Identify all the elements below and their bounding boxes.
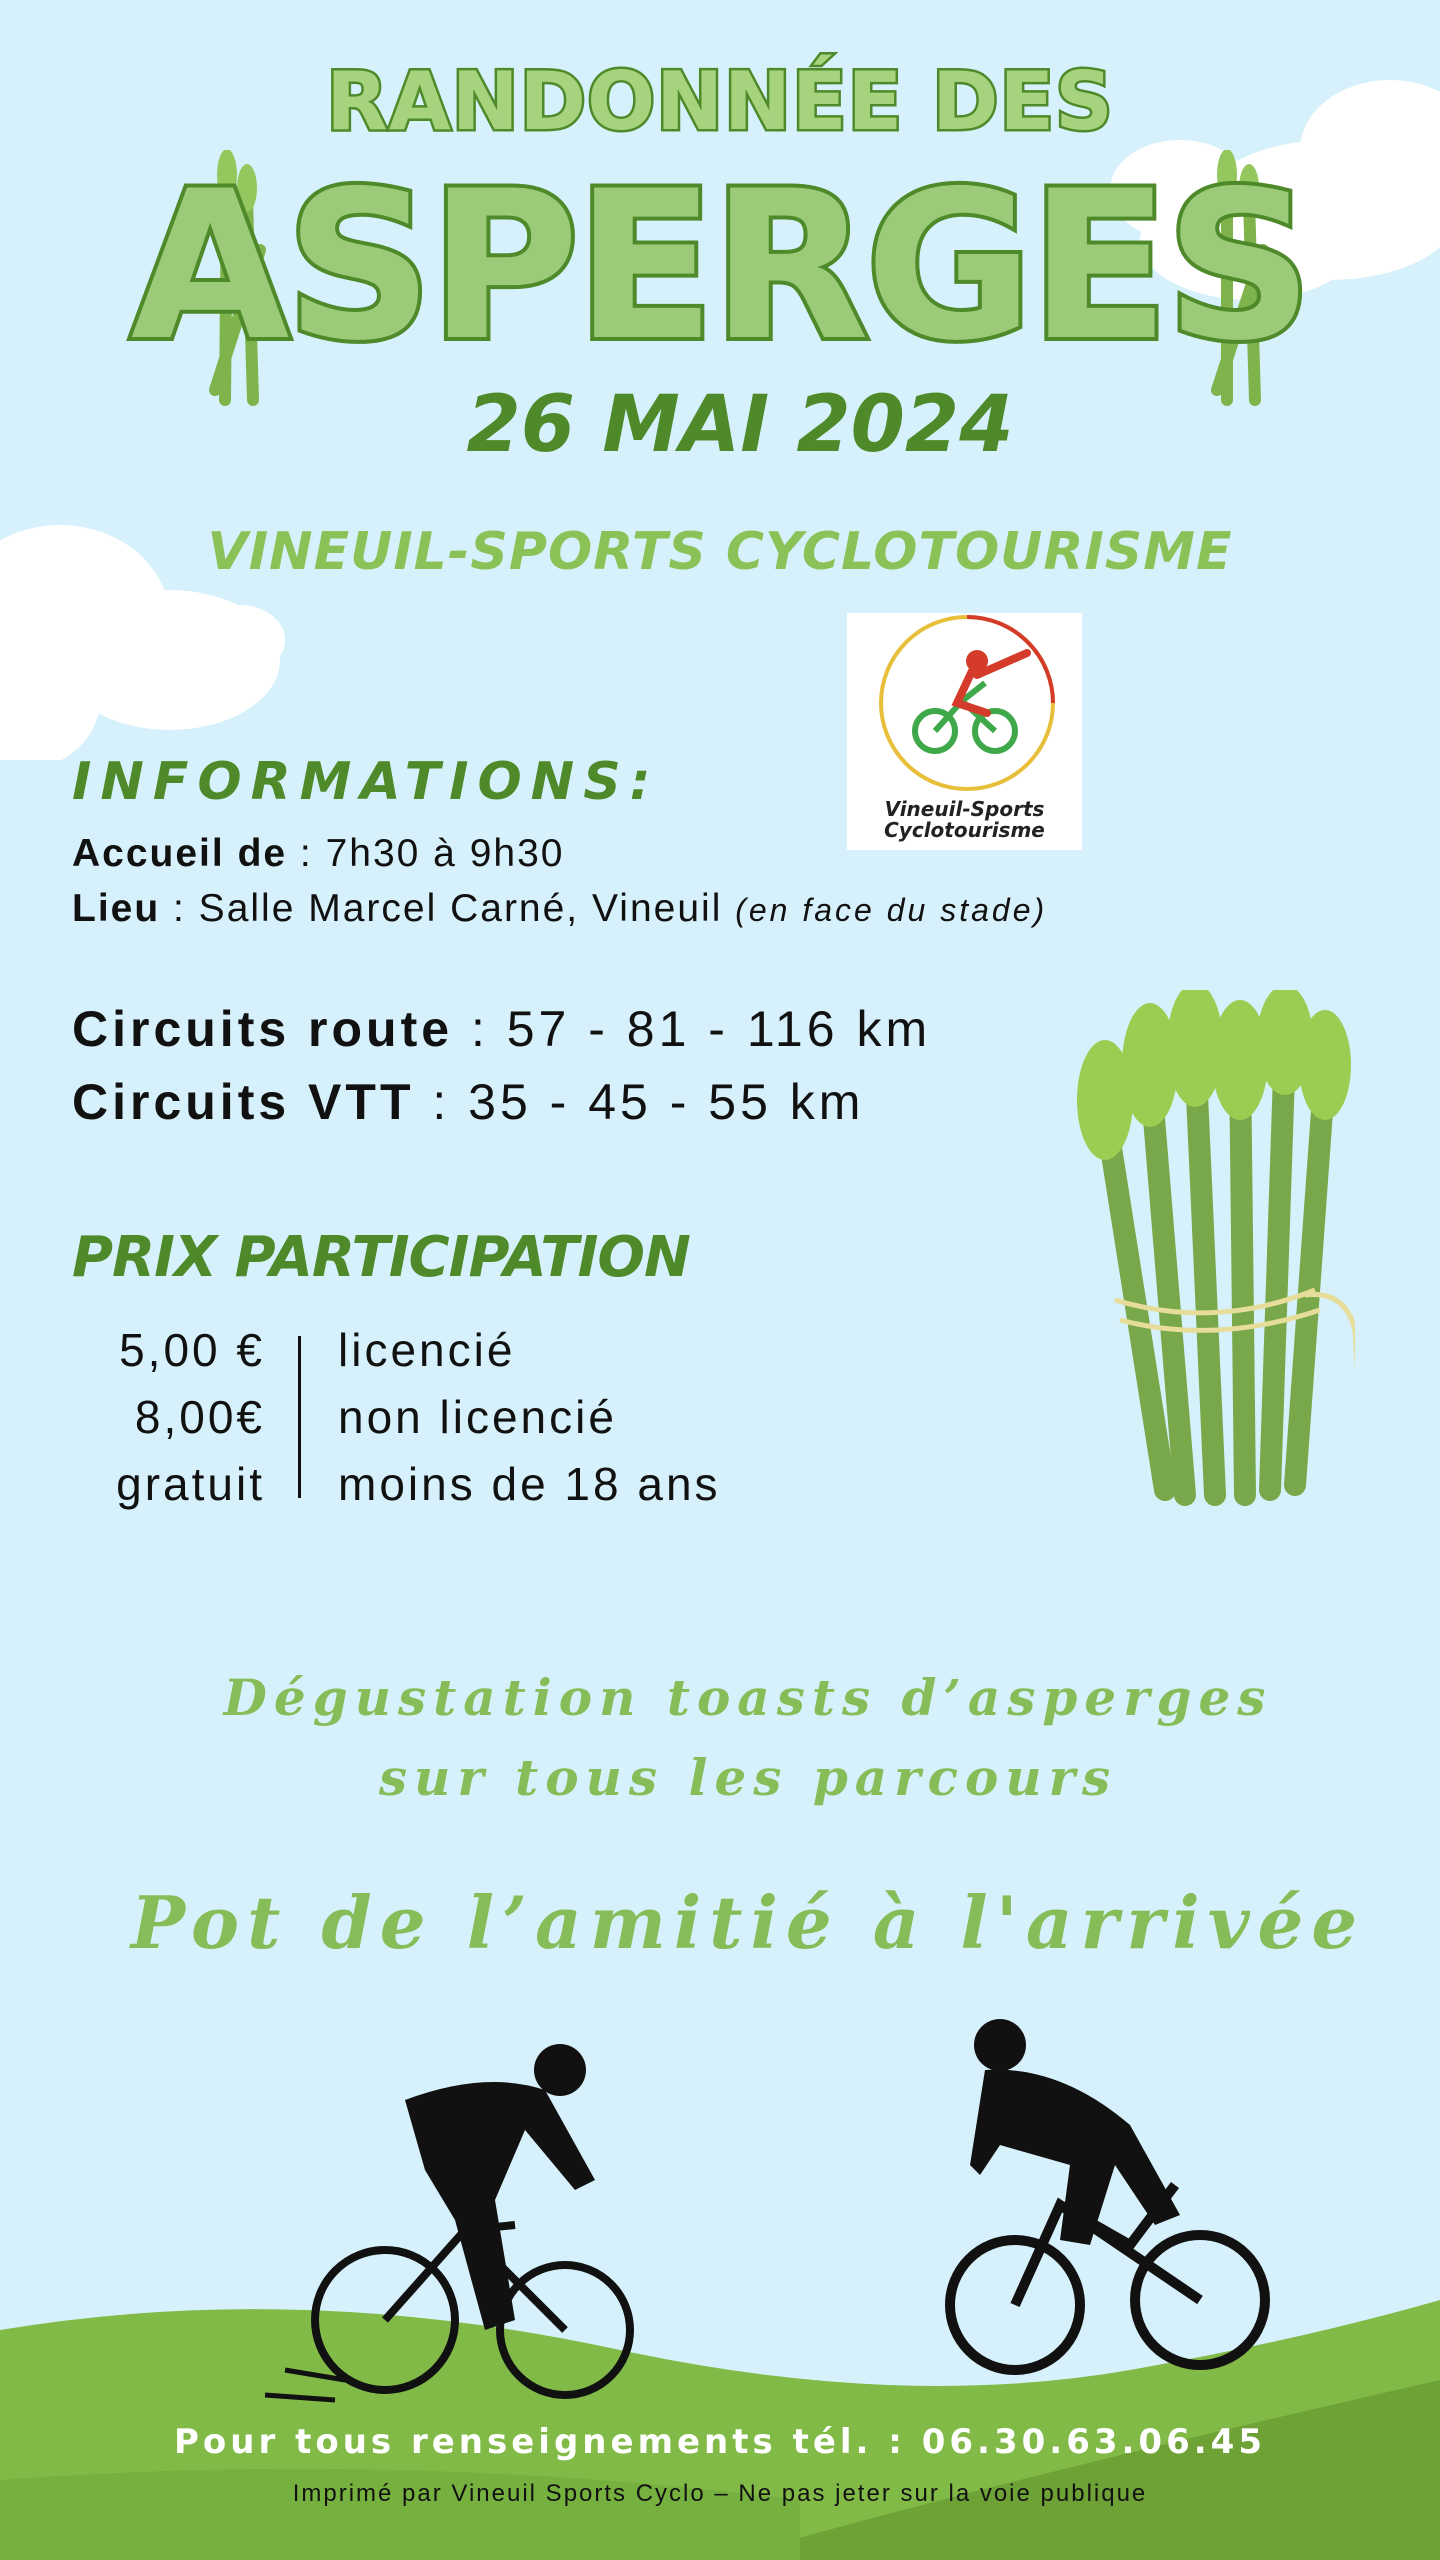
title-randonnee: RANDONNÉE DES <box>326 55 1114 148</box>
degustation-line1: Dégustation toasts d’asperges <box>223 1668 1273 1727</box>
logo-line1: Vineuil-Sports <box>884 797 1045 821</box>
event-date: 26 MAI 2024 <box>466 380 1014 470</box>
logo-text <box>847 799 1082 841</box>
printer-notice: Imprimé par Vineuil Sports Cyclo – Ne pas jeter sur la voie publique <box>292 2480 1148 2507</box>
club-logo <box>847 613 1082 850</box>
pot-amitie: Pot de l’amitié à l'arrivée <box>130 1880 1366 1965</box>
vtt-value: : 35 - 45 - 55 km <box>414 1074 865 1130</box>
lieu-value: : Salle Marcel Carné, Vineuil <box>160 887 723 930</box>
route-value: : 57 - 81 - 116 km <box>453 1001 932 1057</box>
price-divider <box>298 1336 301 1498</box>
price-moins-18: gratuit <box>116 1458 265 1510</box>
logo-line2: Cyclotourisme <box>884 818 1045 842</box>
accueil-label: Accueil de <box>72 832 288 875</box>
lieu-label: Lieu <box>72 887 161 930</box>
circuits-vtt-line <box>72 1073 864 1131</box>
circuits-route-line <box>72 1000 931 1058</box>
label-moins-18: moins de 18 ans <box>338 1458 721 1510</box>
label-licencie: licencié <box>338 1324 516 1376</box>
price-non-licencie: 8,00€ <box>134 1391 265 1443</box>
price-licencie: 5,00 € <box>119 1324 265 1376</box>
accueil-line <box>72 832 564 876</box>
club-name: VINEUIL-SPORTS CYCLOTOURISME <box>207 522 1233 582</box>
title-asperges: ASPERGES <box>130 148 1310 386</box>
asparagus-bundle-icon <box>1055 990 1355 1510</box>
accueil-value: : 7h30 à 9h30 <box>287 832 565 875</box>
label-non-licencie: non licencié <box>338 1391 617 1443</box>
informations-heading: INFORMATIONS: <box>72 752 660 812</box>
vtt-label: Circuits VTT <box>72 1074 415 1130</box>
cyclist-logo-icon <box>877 613 1057 798</box>
mountain-biker-icon <box>930 2015 1270 2385</box>
route-label: Circuits route <box>72 1001 454 1057</box>
degustation-line2: sur tous les parcours <box>378 1748 1118 1807</box>
prix-heading: PRIX PARTICIPATION <box>72 1225 690 1290</box>
lieu-note: (en face du stade) <box>735 892 1048 928</box>
road-cyclist-icon <box>255 2030 635 2410</box>
lieu-line <box>72 887 1047 931</box>
contact-info: Pour tous renseignements tél. : 06.30.63.06.45 <box>174 2422 1266 2462</box>
